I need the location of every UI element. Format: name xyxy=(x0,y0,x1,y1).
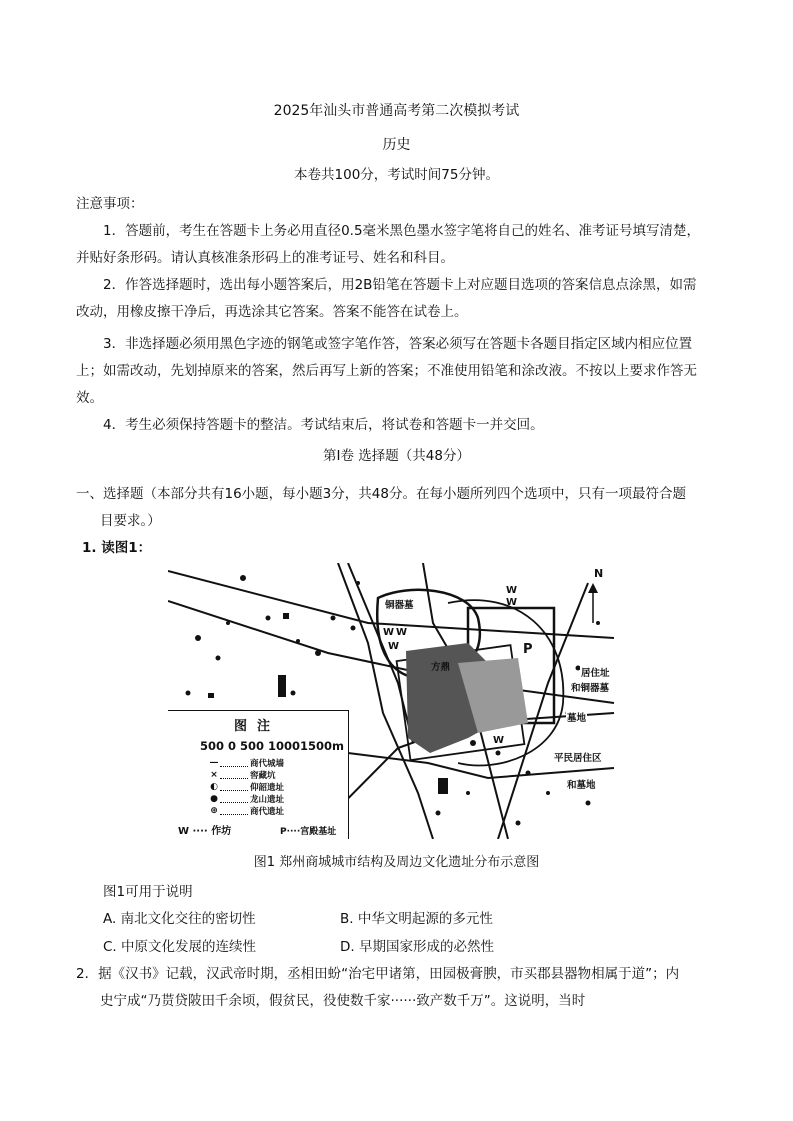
option-b[interactable]: B. 中华文明起源的多元性 xyxy=(340,911,493,927)
question-1-prompt: 图1可用于说明 xyxy=(103,884,193,900)
option-a[interactable]: A. 南北文化交往的密切性 xyxy=(103,911,256,927)
option-d[interactable]: D. 早期国家形成的必然性 xyxy=(340,939,494,955)
legend-item: ● 龙山遗址 xyxy=(208,793,284,805)
map-label-tomb2: 和墓地 xyxy=(566,777,597,791)
section-instruction-line1: 一、选择题（本部分共有16小题，每小题3分，共48分。在每小题所列四个选项中，只有一项最符合题 xyxy=(76,486,686,502)
legend-workshop: W ···· 作坊 xyxy=(178,826,232,837)
map-label-civilian: 平民居住区 xyxy=(553,750,603,764)
legend-items xyxy=(208,757,284,817)
svg-text:W: W xyxy=(493,735,505,746)
shang-site-icon: ⊕ xyxy=(210,806,218,816)
option-c[interactable]: C. 中原文化发展的连续性 xyxy=(103,939,257,955)
notice-item-1-line2: 并贴好条形码。请认真核准条形码上的准考证号、姓名和科目。 xyxy=(76,250,454,266)
svg-text:W: W xyxy=(396,627,408,638)
map-label-tomb: 墓地 xyxy=(566,710,587,724)
figure-1-caption: 图1 郑州商城城市结构及周边文化遗址分布示意图 xyxy=(253,855,540,870)
notice-item-3-line1: 3．非选择题必须用黑色字迹的钢笔或签字笔作答，答案必须写在答题卡各题目指定区域内相应位置 xyxy=(103,336,693,352)
notice-item-1-line1: 1．答题前，考生在答题卡上务必用直径0.5毫米黑色墨水签字笔将自己的姓名、准考证号填写清楚， xyxy=(103,223,701,239)
legend-item: ⊕ 商代遗址 xyxy=(208,805,284,817)
notice-item-3-line3: 效。 xyxy=(76,390,103,406)
map-label-tomb-bronze2: 和铜器墓 xyxy=(570,680,610,694)
map-legend xyxy=(168,710,349,839)
notice-item-4-line1: 4．考生必须保持答题卡的整洁。考试结束后，将试卷和答题卡一并交回。 xyxy=(103,417,544,433)
legend-scale: 500 0 500 10001500m xyxy=(200,739,345,753)
notice-heading: 注意事项： xyxy=(76,196,144,212)
exam-info: 本卷共100分，考试时间75分钟。 xyxy=(294,167,499,183)
notice-item-3-line2: 上；如需改动，先划掉原来的答案，然后再写上新的答案；不准使用铅笔和涂改液。不按以上要求作答无 xyxy=(76,363,697,379)
svg-text:W: W xyxy=(506,585,518,596)
cache-pit-icon: × xyxy=(210,770,218,780)
legend-title: 图注 xyxy=(234,719,281,734)
yangshao-site-icon: ◐ xyxy=(210,782,218,792)
svg-text:W: W xyxy=(506,597,518,608)
legend-item: ◐ 仰韶遗址 xyxy=(208,781,284,793)
svg-text:W: W xyxy=(388,641,400,652)
svg-text:W: W xyxy=(383,627,395,638)
north-label: N xyxy=(594,567,604,580)
section-title: 第Ⅰ卷 选择题（共48分） xyxy=(323,448,470,464)
question-1-stem: 1. 读图1： xyxy=(82,540,152,556)
map-label-tomb-bronze: 铜器墓 xyxy=(384,597,415,611)
section-instruction-line2: 目要求。） xyxy=(100,513,161,529)
legend-palace: P····宫殿基址 xyxy=(280,827,337,837)
legend-item: × 窖藏坑 xyxy=(208,769,284,781)
notice-item-2-line1: 2．作答选择题时，选出每小题答案后，用2B铅笔在答题卡上对应题目选项的答案信息点涂黑，如需 xyxy=(103,277,697,293)
wall-icon: — xyxy=(209,758,219,768)
figure-1-map xyxy=(168,563,614,839)
question-2-line2: 史宁成“乃贳贷陂田千余顷，假贫民，役使数千家······致产数千万”。这说明，当时 xyxy=(100,993,586,1009)
svg-text:P: P xyxy=(523,642,533,657)
longshan-site-icon: ● xyxy=(210,794,218,804)
question-2-line1: 2．据《汉书》记载，汉武帝时期，丞相田蚡“治宅甲诸第，田园极膏腴，市买郡县器物相属于道”；内 xyxy=(76,966,680,982)
legend-item: — 商代城墙 xyxy=(209,758,285,769)
map-label-residence: 居住址 xyxy=(580,665,611,679)
map-label-fangding: 方鼎 xyxy=(431,662,451,673)
exam-title: 2025年汕头市普通高考第二次模拟考试 xyxy=(273,103,520,119)
subject-title: 历史 xyxy=(382,137,411,153)
notice-item-2-line2: 改动，用橡皮擦干净后，再选涂其它答案。答案不能答在试卷上。 xyxy=(76,304,468,320)
